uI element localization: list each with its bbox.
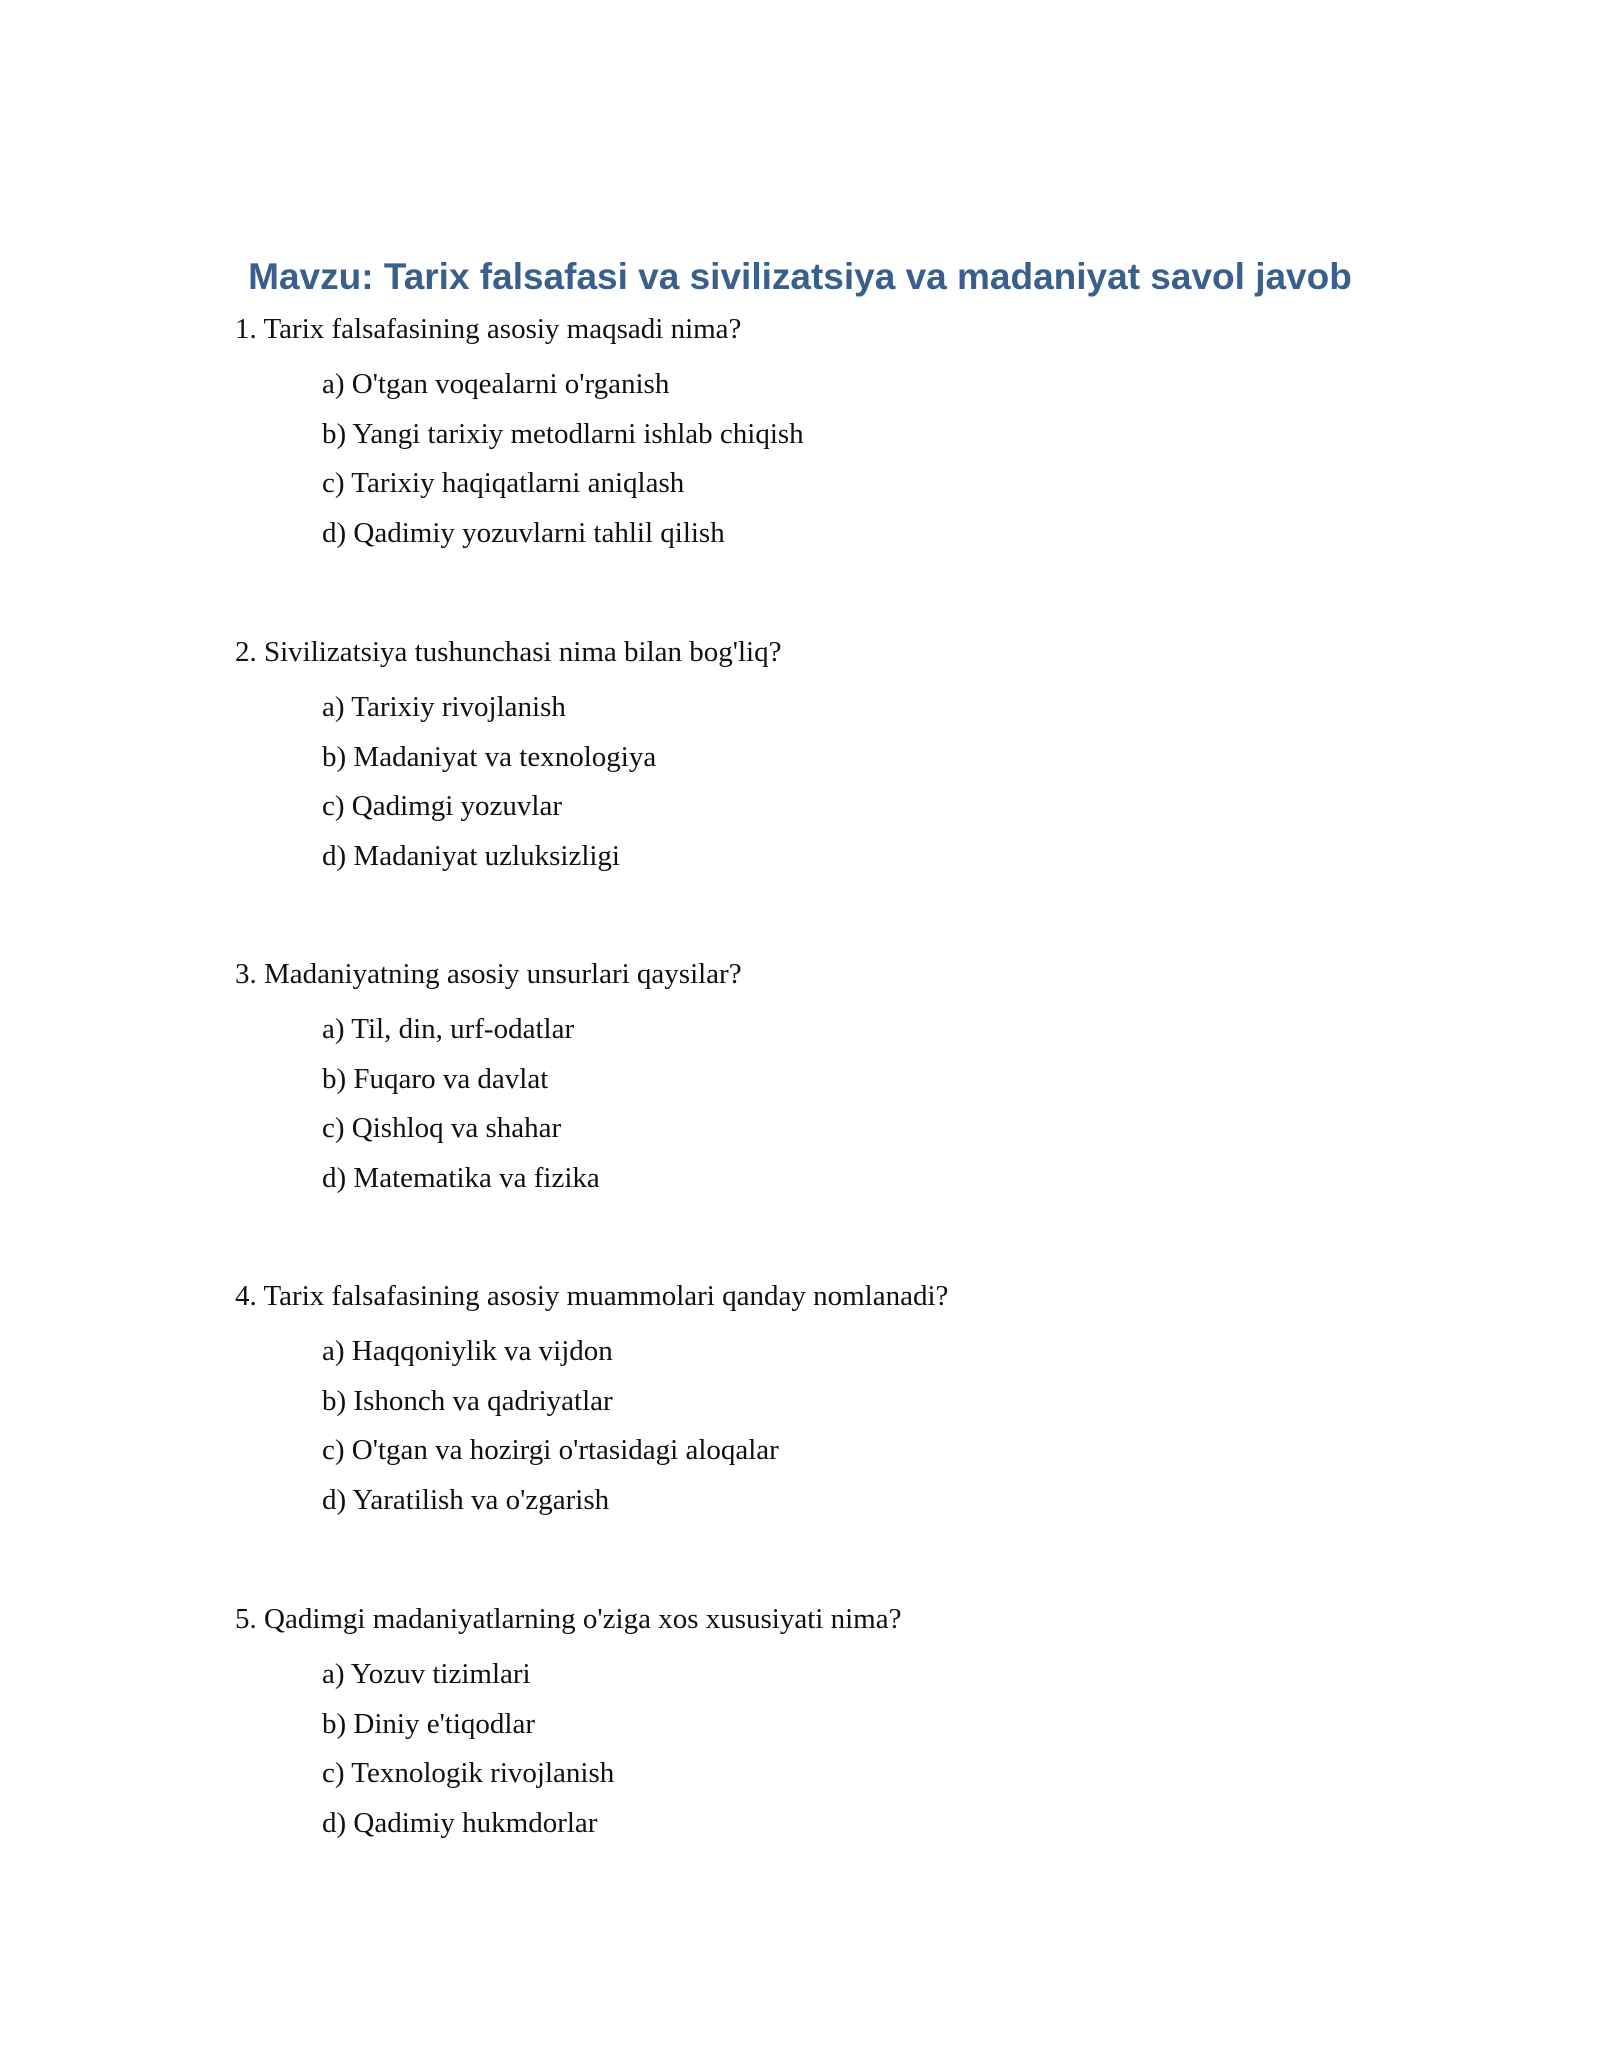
answer-option: b) Madaniyat va texnologiya: [322, 740, 657, 773]
answer-options: [322, 688, 656, 886]
question-text: 3. Madaniyatning asosiy unsurlari qaysilar?: [235, 958, 742, 990]
answer-option: b) Fuqaro va davlat: [322, 1062, 549, 1095]
answer-option: b) Yangi tarixiy metodlarni ishlab chiqish: [322, 417, 804, 450]
answer-option: a) Tarixiy rivojlanish: [322, 691, 566, 723]
answer-options: [322, 365, 804, 563]
answer-option: d) Qadimiy hukmdorlar: [322, 1806, 598, 1839]
answer-option: d) Madaniyat uzluksizligi: [322, 839, 620, 872]
question-text: 5. Qadimgi madaniyatlarning o'ziga xos xususiyati nima?: [235, 1603, 902, 1635]
answer-option: c) O'tgan va hozirgi o'rtasidagi aloqalar: [322, 1434, 779, 1466]
answer-option: d) Matematika va fizika: [322, 1161, 600, 1194]
question-text: 4. Tarix falsafasining asosiy muammolari qanday nomlanadi?: [235, 1280, 949, 1312]
document-title: Mavzu: Tarix falsafasi va sivilizatsiya va madaniyat savol javob: [248, 256, 1352, 297]
answer-option: a) Haqqoniylik va vijdon: [322, 1335, 613, 1367]
answer-option: c) Qishloq va shahar: [322, 1112, 562, 1144]
answer-options: [322, 1655, 614, 1853]
question-text: 2. Sivilizatsiya tushunchasi nima bilan bog'liq?: [235, 636, 782, 668]
answer-option: a) Yozuv tizimlari: [322, 1658, 531, 1690]
answer-option: d) Qadimiy yozuvlarni tahlil qilish: [322, 516, 725, 549]
answer-options: [322, 1010, 600, 1208]
answer-options: [322, 1332, 779, 1530]
answer-option: b) Ishonch va qadriyatlar: [322, 1384, 613, 1417]
answer-option: a) Til, din, urf-odatlar: [322, 1013, 575, 1045]
answer-option: d) Yaratilish va o'zgarish: [322, 1483, 610, 1516]
answer-option: b) Diniy e'tiqodlar: [322, 1707, 536, 1740]
question-text: 1. Tarix falsafasining asosiy maqsadi nima?: [235, 313, 742, 345]
answer-option: c) Tarixiy haqiqatlarni aniqlash: [322, 467, 685, 499]
answer-option: c) Texnologik rivojlanish: [322, 1757, 615, 1789]
answer-option: a) O'tgan voqealarni o'rganish: [322, 368, 670, 400]
answer-option: c) Qadimgi yozuvlar: [322, 790, 562, 822]
